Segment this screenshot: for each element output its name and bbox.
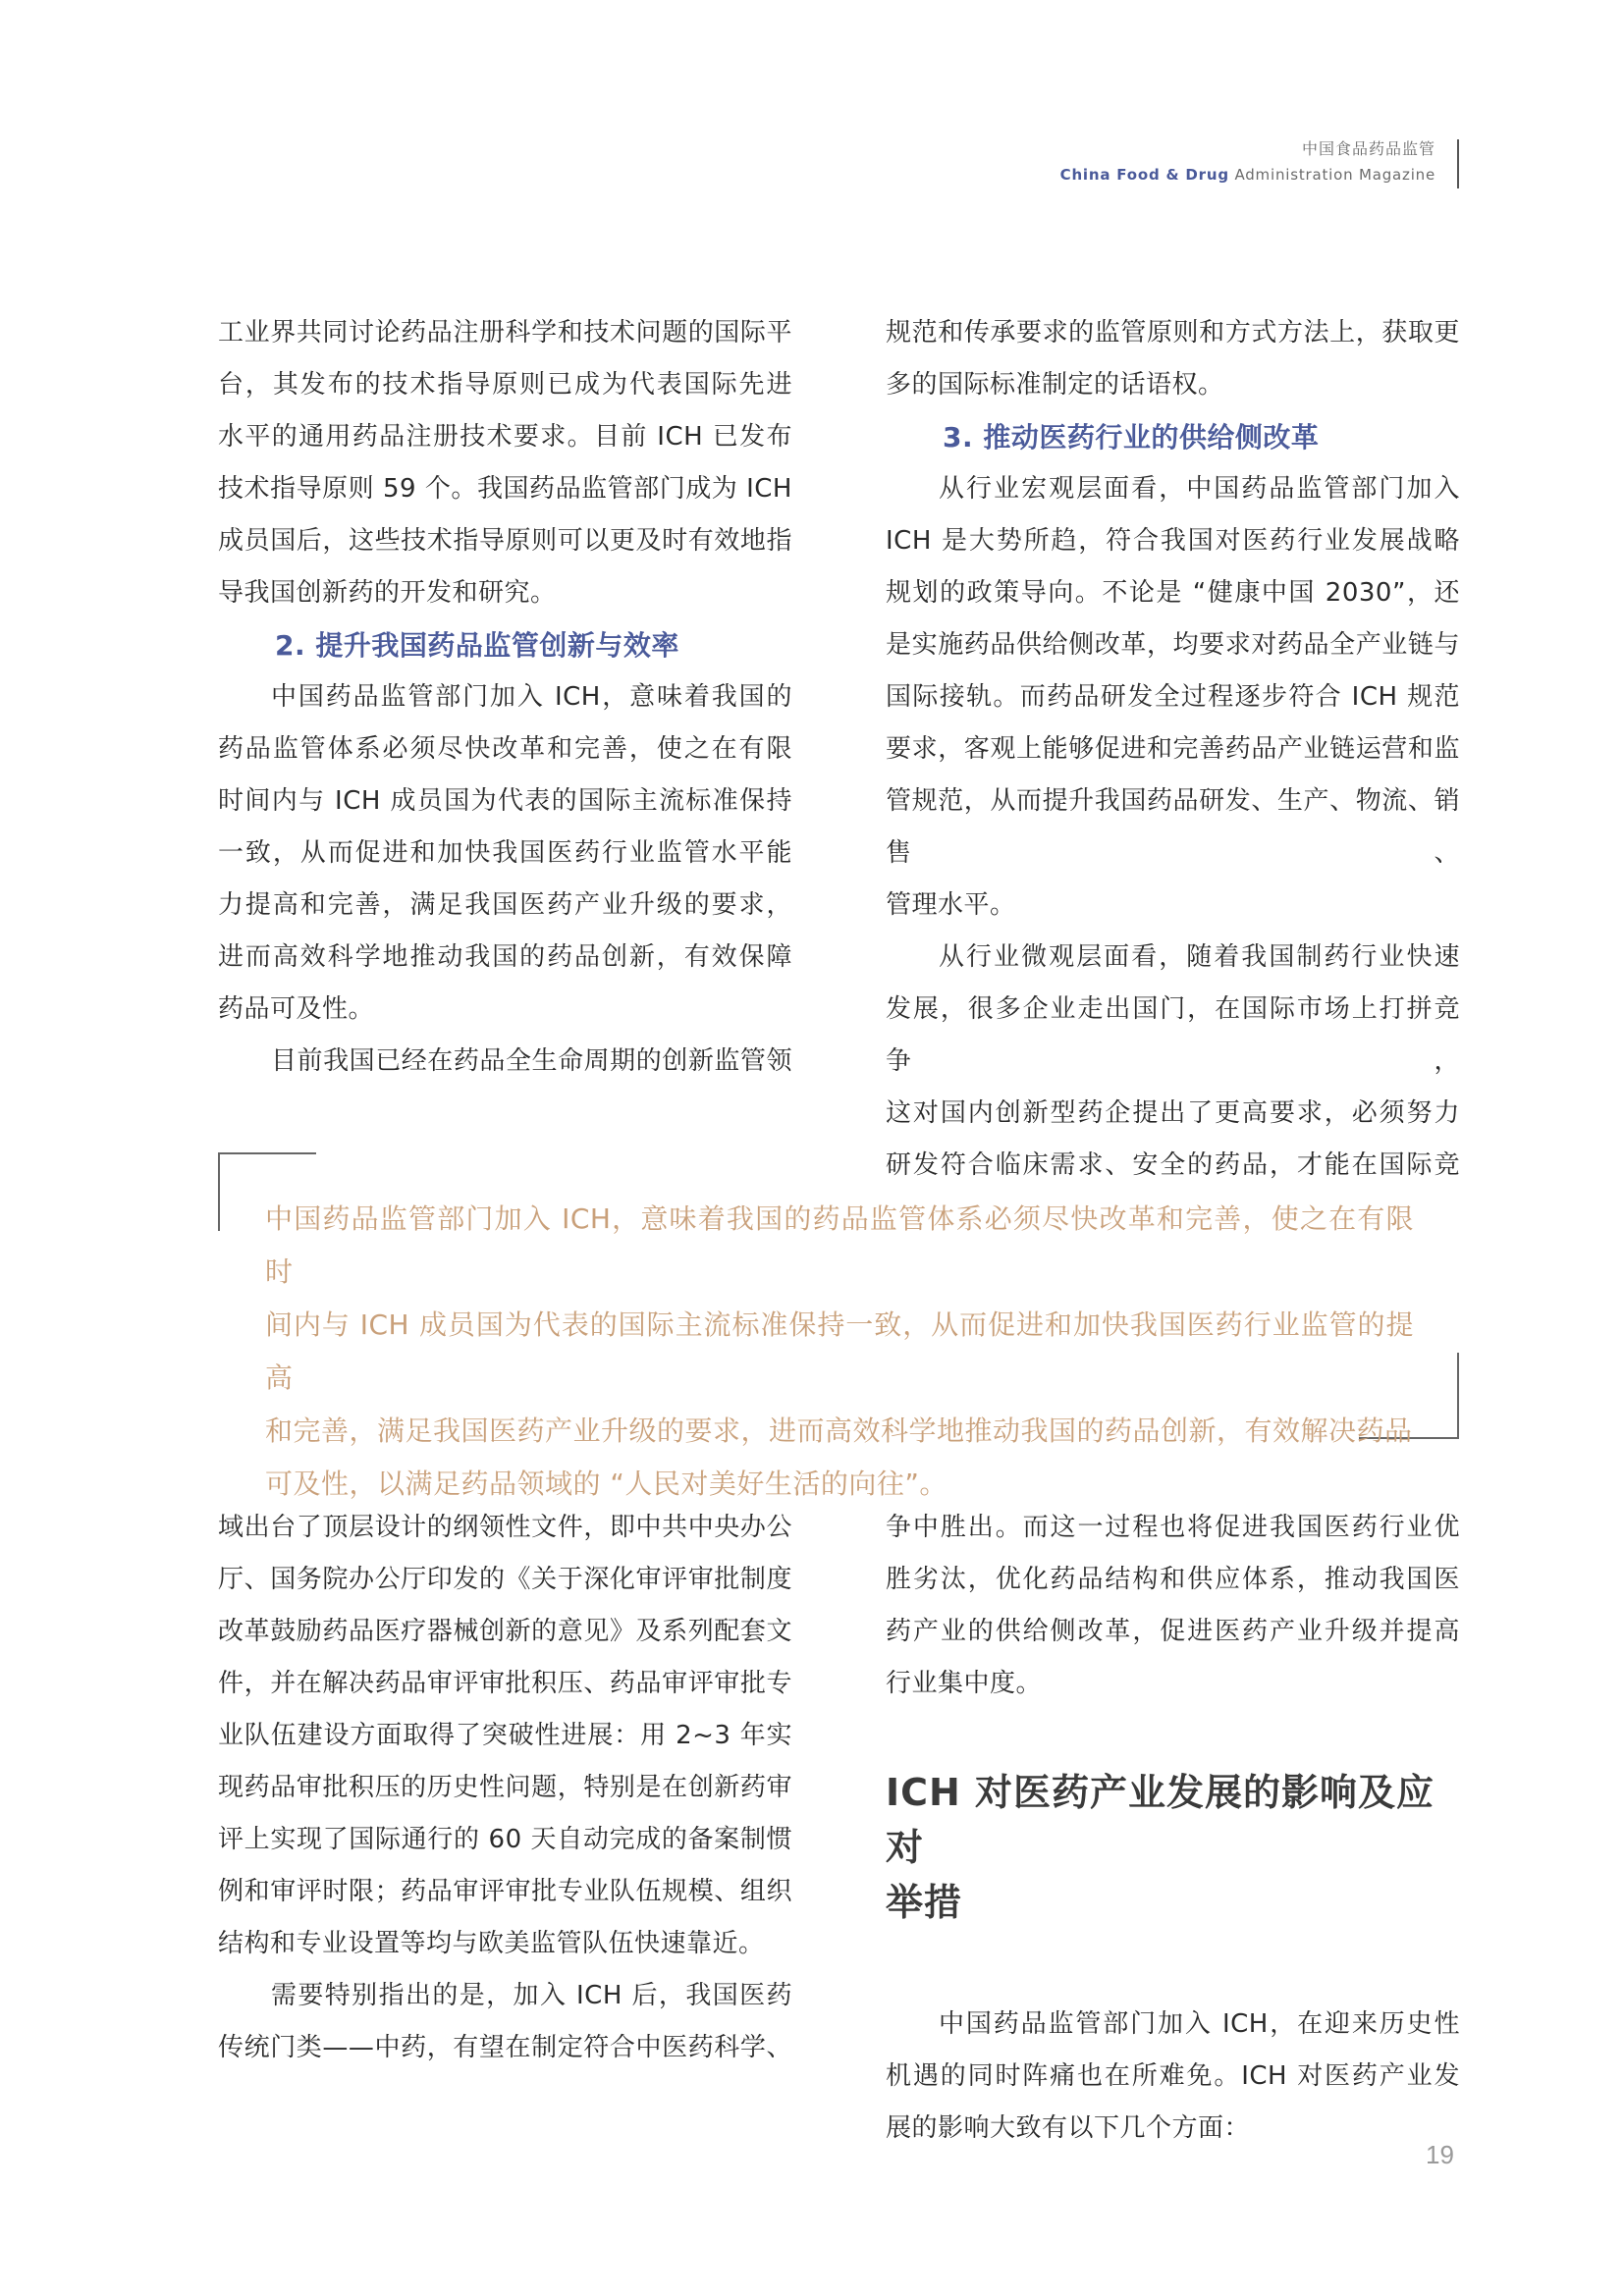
pull-quote xyxy=(265,1193,1414,1511)
body-line: 工业界共同讨论药品注册科学和技术问题的国际平 xyxy=(218,318,792,347)
body-line: 现药品审批积压的历史性问题，特别是在创新药审 xyxy=(218,1773,792,1802)
body-line: 时间内与 ICH 成员国为代表的国际主流标准保持 xyxy=(218,786,792,816)
quote-frame-corner xyxy=(218,1152,220,1231)
body-line: 件，并在解决药品审评审批积压、药品审评审批专 xyxy=(218,1669,792,1698)
body-line: 争中胜出。而这一过程也将促进我国医药行业优 xyxy=(886,1513,1460,1542)
body-line: 成员国后，这些技术指导原则可以更及时有效地指 xyxy=(218,526,792,556)
page-number: 19 xyxy=(1426,2140,1454,2169)
body-line: 国际接轨。而药品研发全过程逐步符合 ICH 规范 xyxy=(886,682,1460,712)
pull-quote-line: 中国药品监管部门加入 ICH，意味着我国的药品监管体系必须尽快改革和完善，使之在有限时 xyxy=(265,1202,1414,1288)
section-heading-2: 2. 提升我国药品监管创新与效率 xyxy=(275,629,679,662)
body-line: 厅、国务院办公厅印发的《关于深化审评审批制度 xyxy=(218,1565,792,1594)
body-line: 例和审评时限；药品审评审批专业队伍规模、组织 xyxy=(218,1877,792,1906)
body-line: 目前我国已经在药品全生命周期的创新监管领 xyxy=(271,1046,792,1076)
header-bar xyxy=(1457,139,1459,188)
body-line: 展的影响大致有以下几个方面： xyxy=(886,2113,1251,2143)
quote-frame-corner xyxy=(1457,1353,1459,1439)
section-heading-3: 3. 推动医药行业的供给侧改革 xyxy=(943,421,1320,454)
body-line: 胜劣汰，优化药品结构和供应体系，推动我国医 xyxy=(886,1565,1460,1594)
body-line: 这对国内创新型药企提出了更高要求，必须努力 xyxy=(886,1098,1460,1128)
body-line: ICH 是大势所趋，符合我国对医药行业发展战略 xyxy=(886,526,1460,556)
body-line: 药品监管体系必须尽快改革和完善，使之在有限 xyxy=(218,734,792,764)
column-top-right xyxy=(886,307,1460,1192)
pull-quote-line: 间内与 ICH 成员国为代表的国际主流标准保持一致，从而促进和加快我国医药行业监管的提高 xyxy=(265,1308,1414,1394)
body-line: 一致，从而促进和加快我国医药行业监管水平能 xyxy=(218,838,792,868)
magazine-header xyxy=(1060,135,1435,187)
body-line: 机遇的同时阵痛也在所难免。ICH 对医药产业发 xyxy=(886,2061,1460,2091)
body-line: 规范和传承要求的监管原则和方式方法上，获取更 xyxy=(886,318,1460,347)
body-line: 技术指导原则 59 个。我国药品监管部门成为 ICH xyxy=(218,474,792,504)
body-line: 行业集中度。 xyxy=(886,1669,1043,1698)
body-line: 中国药品监管部门加入 ICH，意味着我国的 xyxy=(271,682,792,712)
body-line: 结构和专业设置等均与欧美监管队伍快速靠近。 xyxy=(218,1929,765,1958)
column-top-left xyxy=(218,307,792,1088)
section-title-line: 举措 xyxy=(886,1881,963,1924)
spacer xyxy=(886,1710,1460,1765)
body-line: 多的国际标准制定的话语权。 xyxy=(886,370,1224,400)
body-line: 需要特别指出的是，加入 ICH 后，我国医药 xyxy=(271,1981,792,2010)
body-line: 规划的政策导向。不论是 “健康中国 2030”，还 xyxy=(886,578,1460,608)
pull-quote-line: 可及性，以满足药品领域的 “人民对美好生活的向往”。 xyxy=(265,1468,947,1500)
body-line: 传统门类——中药，有望在制定符合中医药科学、 xyxy=(218,2033,792,2062)
magazine-title-en xyxy=(1060,163,1435,187)
body-line: 中国药品监管部门加入 ICH，在迎来历史性 xyxy=(939,2009,1460,2039)
body-line: 研发符合临床需求、安全的药品，才能在国际竞 xyxy=(886,1150,1460,1180)
body-line: 从行业微观层面看，随着我国制药行业快速 xyxy=(939,942,1460,972)
body-line: 水平的通用药品注册技术要求。目前 ICH 已发布 xyxy=(218,422,792,452)
body-line: 力提高和完善，满足我国医药产业升级的要求， xyxy=(218,890,792,920)
column-bottom-right xyxy=(886,1502,1460,2155)
body-line: 发展，很多企业走出国门，在国际市场上打拼竞争， xyxy=(886,994,1460,1076)
body-line: 进而高效科学地推动我国的药品创新，有效保障 xyxy=(218,942,792,972)
section-title-line: ICH 对医药产业发展的影响及应对 xyxy=(886,1771,1435,1869)
body-line: 管规范，从而提升我国药品研发、生产、物流、销售、 xyxy=(886,786,1460,868)
body-line: 管理水平。 xyxy=(886,890,1016,920)
body-line: 要求，客观上能够促进和完善药品产业链运营和监 xyxy=(886,734,1460,764)
column-bottom-left xyxy=(218,1502,792,2074)
body-line: 业队伍建设方面取得了突破性进展：用 2~3 年实 xyxy=(218,1721,792,1750)
magazine-title-en-rest: Administration Magazine xyxy=(1228,166,1435,184)
quote-frame-corner xyxy=(218,1152,316,1154)
body-line: 药品可及性。 xyxy=(218,994,375,1024)
body-line: 改革鼓励药品医疗器械创新的意见》及系列配套文 xyxy=(218,1617,792,1646)
body-line: 是实施药品供给侧改革，均要求对药品全产业链与 xyxy=(886,630,1460,660)
body-line: 药产业的供给侧改革，促进医药产业升级并提高 xyxy=(886,1617,1460,1646)
pull-quote-line: 和完善，满足我国医药产业升级的要求，进而高效科学地推动我国的药品创新，有效解决药品 xyxy=(265,1415,1413,1447)
body-line: 评上实现了国际通行的 60 天自动完成的备案制惯 xyxy=(218,1825,792,1854)
magazine-title-en-bold: China Food & Drug xyxy=(1059,166,1229,184)
magazine-title-cn: 中国食品药品监管 xyxy=(1301,139,1435,158)
body-line: 域出台了顶层设计的纲领性文件，即中共中央办公 xyxy=(218,1513,792,1542)
body-line: 导我国创新药的开发和研究。 xyxy=(218,578,557,608)
body-line: 从行业宏观层面看，中国药品监管部门加入 xyxy=(939,474,1460,504)
body-line: 台，其发布的技术指导原则已成为代表国际先进 xyxy=(218,370,792,400)
spacer xyxy=(886,1930,1460,1999)
